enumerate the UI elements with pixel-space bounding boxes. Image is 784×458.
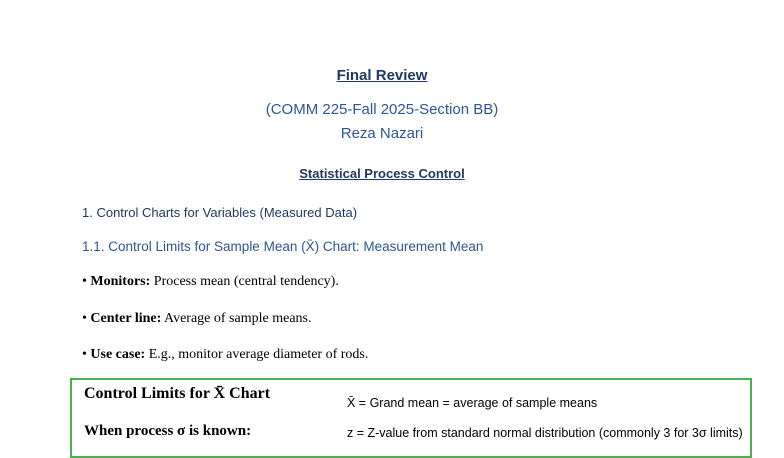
bullet-label: Center line: <box>90 311 162 326</box>
box-definition-xbar: X̄ = Grand mean = average of sample means <box>347 396 598 410</box>
bullet-icon: • <box>82 347 87 362</box>
box-definition-z: z = Z-value from standard normal distribution (commonly 3 for 3σ limits) <box>347 426 743 440</box>
box-known-sigma-label: When process σ is known: <box>84 423 252 439</box>
author-name: Reza Nazari <box>340 125 424 142</box>
bullet-center-line <box>82 311 311 327</box>
bullet-text: Process mean (central tendency). <box>150 274 339 289</box>
course-info: (COMM 225-Fall 2025-Section BB) <box>265 101 499 118</box>
bullet-icon: • <box>82 274 87 289</box>
bullet-label: Monitors: <box>90 274 151 289</box>
heading-control-charts-variables: 1. Control Charts for Variables (Measured Data) <box>82 205 358 220</box>
bullet-monitors <box>82 274 339 290</box>
bullet-text: Average of sample means. <box>161 311 312 326</box>
heading-xbar-control-limits: 1.1. Control Limits for Sample Mean (X̄) Chart: Measurement Mean <box>82 239 484 254</box>
control-limits-box <box>70 378 752 458</box>
bullet-text: E.g., monitor average diameter of rods. <box>145 347 369 362</box>
bullet-label: Use case: <box>90 347 146 362</box>
section-title: Statistical Process Control <box>299 166 465 181</box>
bullet-icon: • <box>82 311 87 326</box>
box-title: Control Limits for X̄ Chart <box>84 385 271 402</box>
document-title: Final Review <box>336 67 428 84</box>
bullet-use-case <box>82 347 368 363</box>
